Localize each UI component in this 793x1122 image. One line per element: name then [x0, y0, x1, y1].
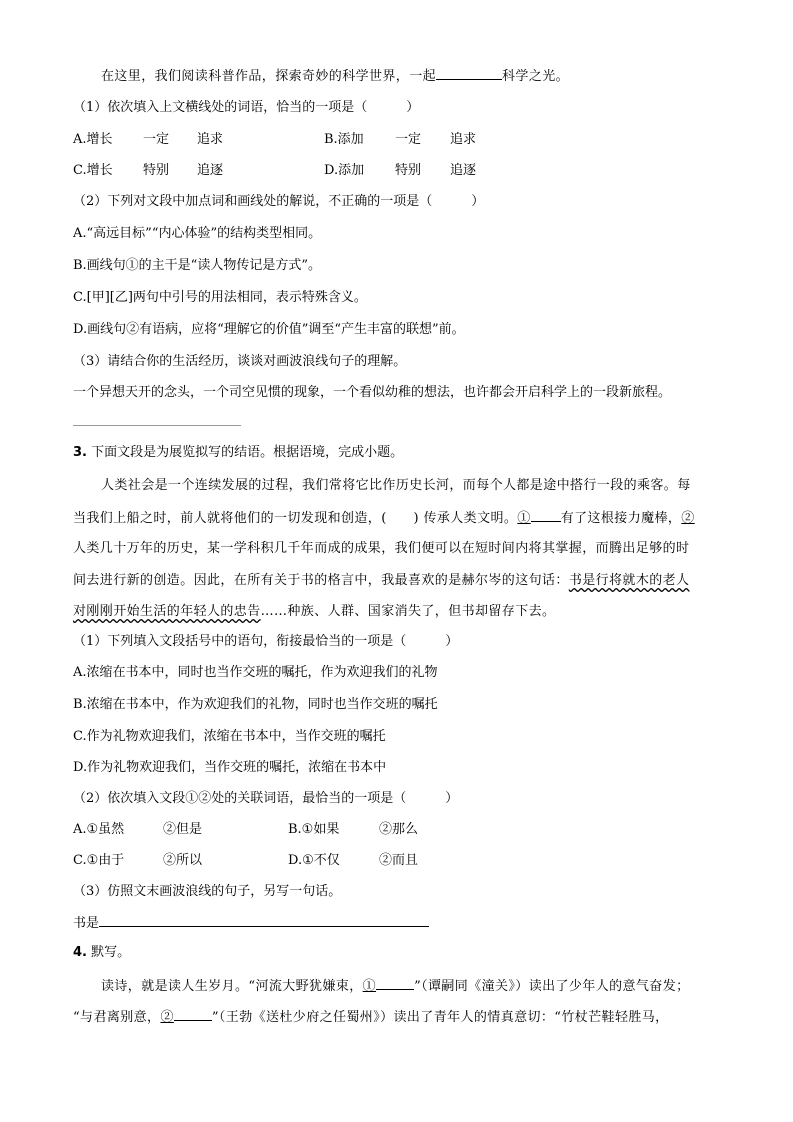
blank-marker-1: ①	[517, 511, 531, 526]
option-d-word3: 追逐	[450, 163, 477, 178]
blank-line	[531, 509, 561, 522]
passage-text: ”（王勃《送杜少府之任蜀州》）读出了青年人的情真意切：“竹杖芒鞋轻胜马，	[211, 1010, 669, 1025]
option-c-word1: C.增长	[73, 163, 113, 178]
blank-line	[376, 977, 414, 990]
blank-marker-2: ②	[160, 1010, 174, 1025]
intro-text-a: 在这里，我们阅读科普作品，探索奇妙的科学世界，一起	[101, 69, 437, 84]
option-b-second: ②那么	[379, 822, 419, 837]
option-a-word2: 一定	[143, 132, 170, 147]
question-2-2-option-d: D.画线句②有语病，应将“理解它的价值”调至“产生丰富的联想”前。	[73, 322, 465, 337]
question-3-2: （2）依次填入文段①②处的关联词语，最恰当的一项是（ ）	[73, 791, 459, 806]
intro-line	[101, 67, 569, 85]
passage-line-4	[73, 573, 689, 589]
question-3-1: （1）下列填入文段括号中的语句，衔接最恰当的一项是（ ）	[73, 634, 459, 649]
option-c-word3: 追逐	[197, 163, 224, 178]
option-a-second: ②但是	[163, 822, 203, 837]
question-2-2-option-a: A.“高远目标”“内心体验”的结构类型相同。	[73, 226, 322, 241]
blank-line	[436, 67, 502, 80]
question-3-1-option-d: D.作为礼物欢迎我们，当作交班的嘱托，浓缩在书本中	[73, 760, 387, 775]
recite-line-1	[101, 977, 690, 995]
recite-line-2	[73, 1008, 669, 1026]
blank-marker-1: ①	[362, 979, 377, 994]
answer-prefix: 书是	[73, 916, 100, 931]
option-c-word2: 特别	[143, 163, 170, 178]
wavy-underlined-text: 对刚刚开始生活的年轻人的忠告	[73, 604, 261, 619]
passage-text: “与君离别意，	[73, 1010, 161, 1025]
passage-text: 间去进行新的创造。因此，在所有关于书的格言中，我最喜欢的是赫尔岑的这句话：	[73, 573, 569, 588]
question-2-2: （2）下列对文段中加点词和画线处的解说，不正确的一项是（ ）	[73, 194, 485, 209]
wavy-underlined-text: 书是行将就木的老人	[568, 573, 690, 588]
passage-text: ……种族、人群、国家消失了，但书却留存下去。	[260, 604, 556, 619]
option-d-second: ②而且	[379, 853, 419, 868]
question-3-1-option-a: A.浓缩在书本中，同时也当作交班的嘱托，作为欢迎我们的礼物	[73, 665, 438, 680]
option-d-word2: 特别	[395, 163, 422, 178]
option-b-word3: 追求	[450, 132, 477, 147]
passage-text: 当我们上船之时，前人就将他们的一切发现和创造，( ) 传承人类文明。	[73, 511, 518, 526]
question-2-2-option-c: C.[甲][乙]两句中引号的用法相同，表示特殊含义。	[73, 290, 367, 305]
section-3-heading	[73, 445, 403, 461]
passage-text: 读诗，就是读人生岁月。“河流大野犹嫌束，	[101, 979, 363, 994]
wavy-sentence: 一个异想天开的念头，一个司空见惯的现象，一个看似幼稚的想法，也许都会开启科学上的一段新旅程。	[73, 385, 672, 400]
blank-marker-2: ②	[681, 511, 695, 526]
section-divider	[73, 425, 241, 426]
option-c-first: C.①由于	[73, 853, 125, 868]
option-d-word1: D.添加	[324, 163, 365, 178]
question-2-3: （3）请结合你的生活经历，谈谈对画波浪线句子的理解。	[73, 354, 407, 369]
option-c-second: ②所以	[163, 853, 203, 868]
passage-text: 有了这根接力魔棒，	[560, 511, 682, 526]
option-d-first: D.①不仅	[288, 853, 340, 868]
option-a-word1: A.增长	[73, 132, 113, 147]
section-3-title: 下面文段是为展览拟写的结语。根据语境，完成小题。	[91, 445, 404, 460]
passage-line-2	[73, 509, 695, 527]
question-number-3: 3.	[73, 445, 87, 460]
passage-line-3: 人类几十万年的历史，某一学科积几千年而成的成果，我们便可以在短时间内将其掌握，而腾出足够的时	[73, 541, 690, 556]
option-a-first: A.①虽然	[73, 822, 125, 837]
question-2-2-option-b: B.画线句①的主干是“读人物传记是方式”。	[73, 258, 321, 273]
question-3-1-option-c: C.作为礼物欢迎我们，浓缩在书本中，当作交班的嘱托	[73, 729, 386, 744]
passage-line-5	[73, 604, 555, 620]
option-b-word1: B.添加	[324, 132, 364, 147]
answer-blank	[99, 914, 429, 927]
question-number-4: 4.	[73, 945, 87, 960]
option-b-first: B.①如果	[288, 822, 340, 837]
blank-line	[174, 1008, 212, 1021]
intro-text-b: 科学之光。	[502, 69, 570, 84]
option-b-word2: 一定	[395, 132, 422, 147]
answer-line	[73, 914, 429, 932]
passage-text: ”（谭嗣同《潼关》）读出了少年人的意气奋发；	[414, 979, 690, 994]
passage-line-1: 人类社会是一个连续发展的过程，我们常将它比作历史长河，而每个人都是途中搭行一段的乘客。每	[101, 478, 691, 493]
section-4-heading	[73, 945, 130, 961]
question-2-1: （1）依次填入上文横线处的词语，恰当的一项是（ ）	[73, 100, 420, 115]
question-3-3: （3）仿照文末画波浪线的句子，另写一句话。	[73, 884, 342, 899]
question-3-1-option-b: B.浓缩在书本中，作为欢迎我们的礼物，同时也当作交班的嘱托	[73, 697, 438, 712]
section-4-title: 默写。	[91, 945, 131, 960]
option-a-word3: 追求	[197, 132, 224, 147]
